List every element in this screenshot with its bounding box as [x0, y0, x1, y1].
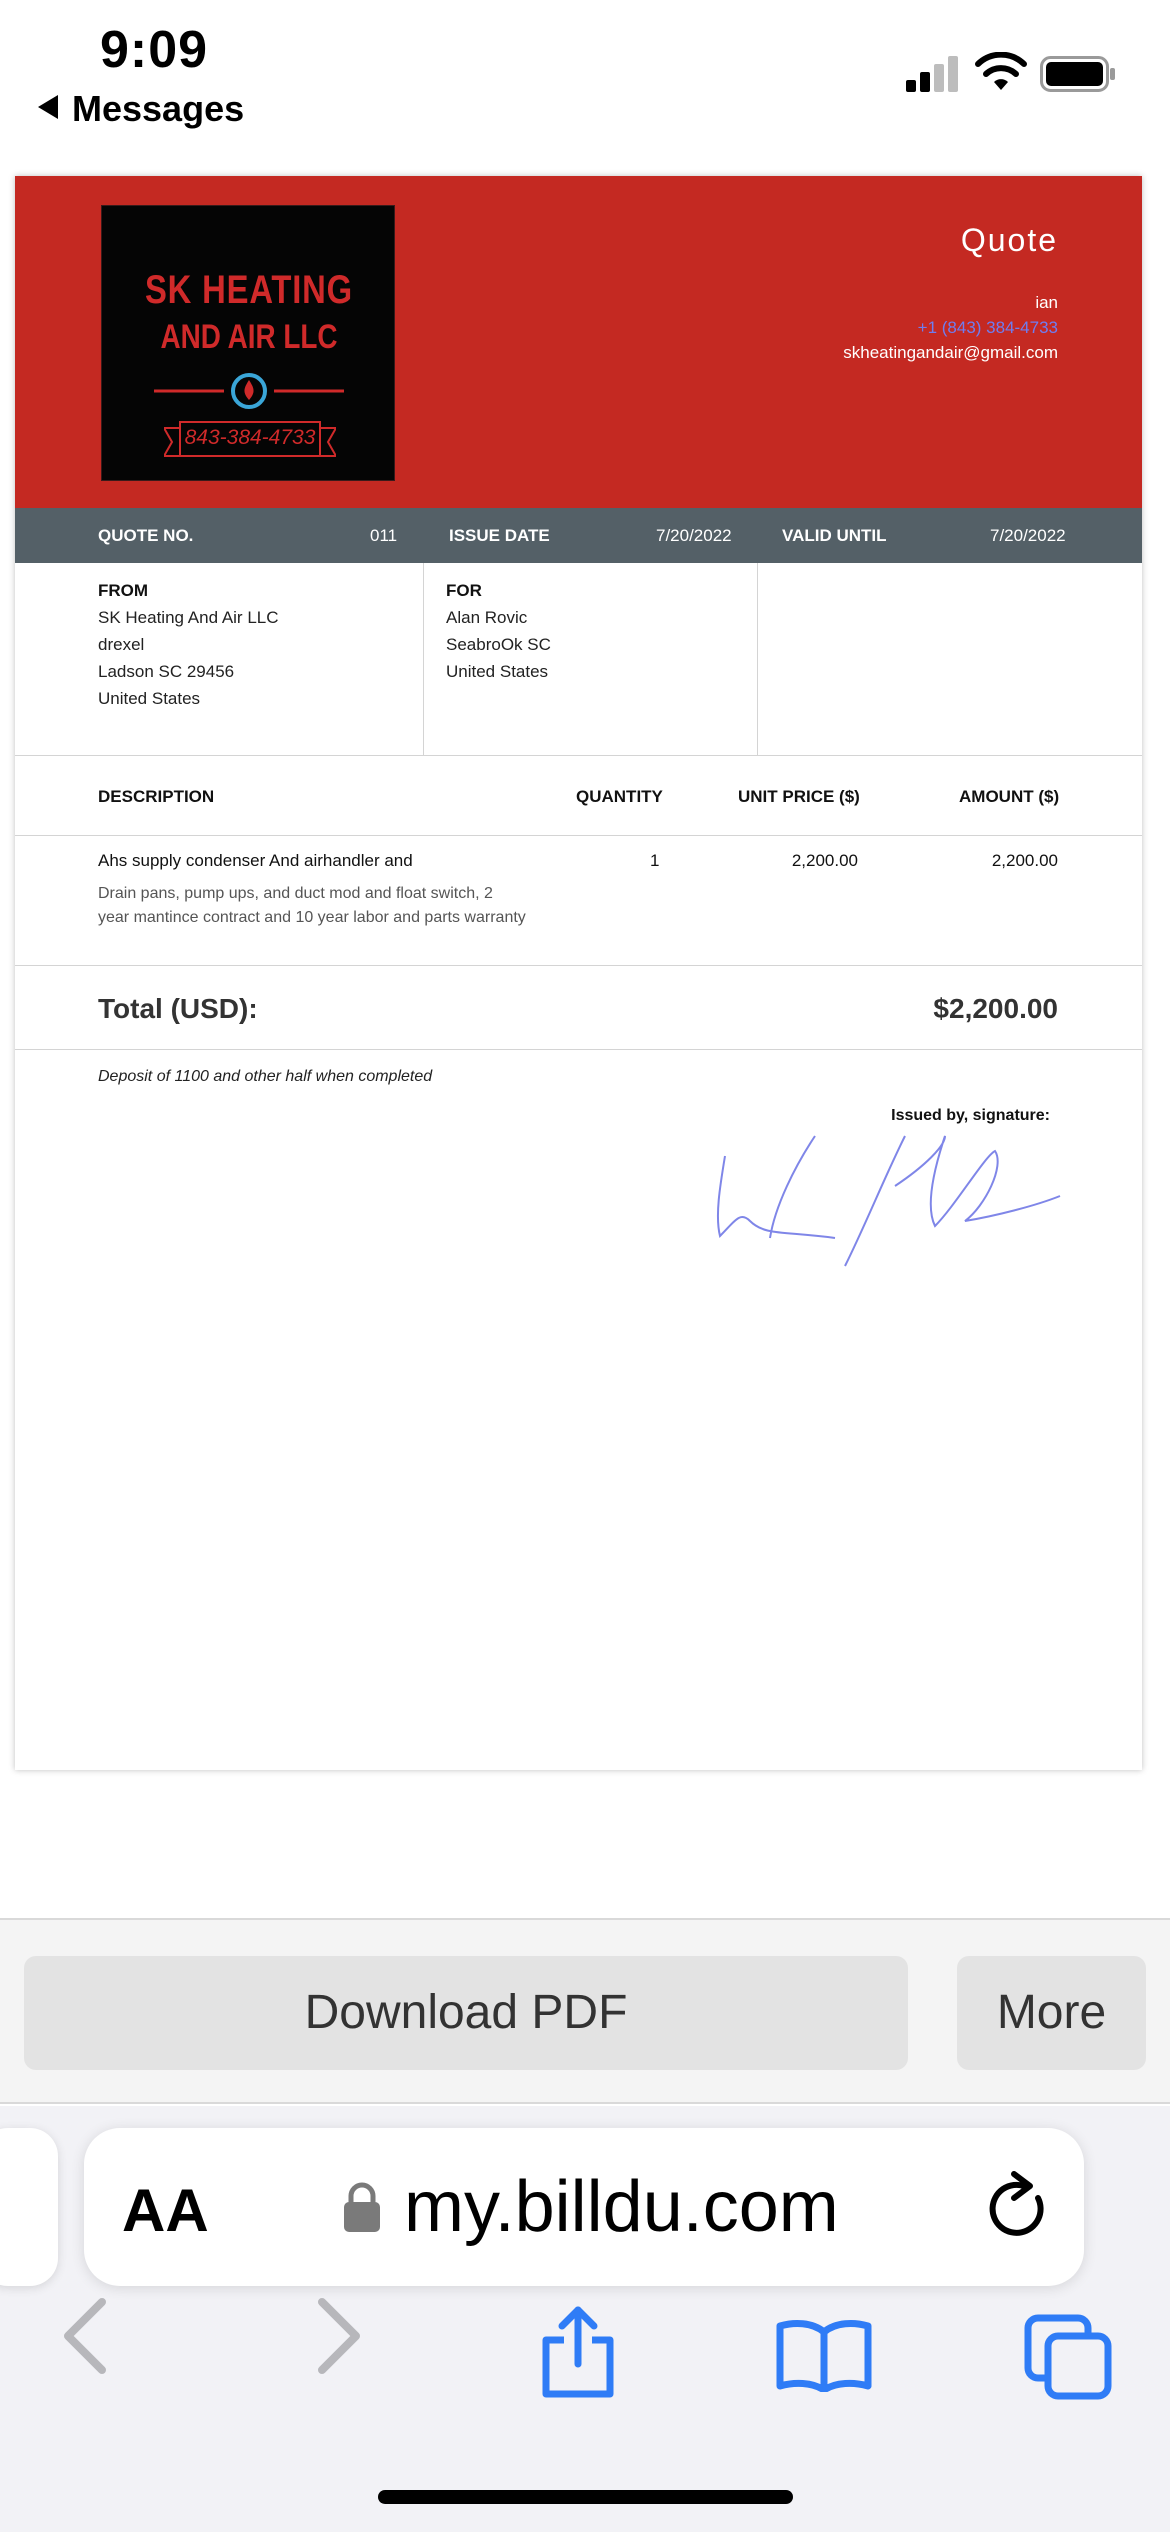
column-divider — [423, 563, 424, 756]
from-block — [98, 563, 428, 756]
home-indicator — [378, 2490, 793, 2504]
items-table-header — [15, 756, 1142, 836]
for-line: Alan Rovic — [446, 608, 528, 627]
company-logo — [101, 205, 395, 481]
share-icon[interactable] — [538, 2306, 618, 2400]
total-label: Total (USD): — [98, 993, 258, 1024]
issue-date: 7/20/2022 — [656, 526, 732, 545]
logo-line-2: AND AIR LLC — [160, 318, 338, 356]
quantity-column-header: QUANTITY — [576, 787, 663, 806]
item-description: Drain pans, pump ups, and duct mod and float switch, 2 year mantince contract and 10 year labor and parts warranty — [98, 885, 526, 926]
table-row — [15, 836, 1142, 966]
reader-options-button[interactable]: AA — [122, 2177, 209, 2244]
back-icon[interactable] — [60, 2296, 110, 2376]
for-line: United States — [446, 662, 549, 681]
from-line: drexel — [98, 635, 145, 654]
status-bar — [0, 0, 1170, 170]
logo-phone: 843-384-4733 — [184, 426, 316, 449]
from-line: SK Heating And Air LLC — [98, 608, 279, 627]
item-quantity: 1 — [650, 851, 660, 870]
more-button[interactable]: More — [957, 1956, 1146, 2070]
issue-date-label: ISSUE DATE — [449, 526, 550, 545]
thermostat-icon — [154, 370, 344, 412]
for-label: FOR — [446, 581, 482, 600]
parties-section — [15, 563, 1142, 756]
valid-until-label: VALID UNTIL — [782, 526, 887, 545]
cellular-signal-icon — [906, 56, 960, 92]
item-unit-price: 2,200.00 — [791, 851, 858, 870]
column-divider — [757, 563, 758, 756]
total-row — [15, 966, 1142, 1050]
from-line: United States — [98, 689, 201, 708]
back-triangle-icon — [38, 95, 58, 119]
forward-icon[interactable] — [314, 2296, 364, 2376]
unit-price-column-header: UNIT PRICE ($) — [738, 787, 860, 806]
from-line: Ladson SC 29456 — [98, 662, 235, 681]
amount-column-header: AMOUNT ($) — [959, 787, 1060, 806]
for-line: SeabroOk SC — [446, 635, 551, 654]
download-pdf-button[interactable]: Download PDF — [24, 1956, 908, 2070]
item-title: Ahs supply condenser And airhandler and — [98, 851, 413, 870]
quote-title: Quote — [960, 222, 1058, 258]
company-contact-name: ian — [1035, 293, 1058, 312]
company-email[interactable]: skheatingandair@gmail.com — [843, 343, 1058, 362]
company-phone-link[interactable]: +1 (843) 384-4733 — [917, 318, 1058, 337]
address-bar[interactable] — [84, 2128, 1084, 2286]
from-label: FROM — [98, 581, 149, 600]
logo-line-1: SK HEATING — [144, 268, 354, 312]
for-block — [446, 563, 746, 756]
clock: 9:09 — [100, 21, 209, 79]
back-to-messages-button[interactable] — [38, 88, 244, 130]
tabs-icon[interactable] — [1024, 2314, 1114, 2400]
valid-until-date: 7/20/2022 — [990, 526, 1066, 545]
signature-label: Issued by, signature: — [891, 1107, 1050, 1124]
quote-number: 011 — [370, 526, 398, 545]
quote-header — [15, 176, 1142, 508]
reload-icon[interactable] — [984, 2170, 1054, 2244]
quote-number-label: QUOTE NO. — [98, 526, 194, 545]
quote-note: Deposit of 1100 and other half when completed — [98, 1068, 433, 1085]
wifi-icon — [974, 52, 1028, 92]
handwritten-signature — [695, 1126, 1075, 1286]
bookmarks-icon[interactable] — [776, 2318, 872, 2392]
previous-tab-preview[interactable] — [0, 2128, 58, 2286]
quote-meta-bar — [15, 508, 1142, 563]
battery-icon — [1040, 56, 1116, 92]
lock-icon — [342, 2180, 382, 2234]
url-text[interactable]: my.billdu.com — [404, 2167, 839, 2247]
description-column-header: DESCRIPTION — [98, 787, 215, 806]
total-value: $2,200.00 — [933, 993, 1058, 1024]
quote-document — [15, 176, 1142, 1770]
item-amount: 2,200.00 — [991, 851, 1058, 870]
back-app-label: Messages — [72, 88, 245, 129]
action-bar — [0, 1918, 1170, 2104]
